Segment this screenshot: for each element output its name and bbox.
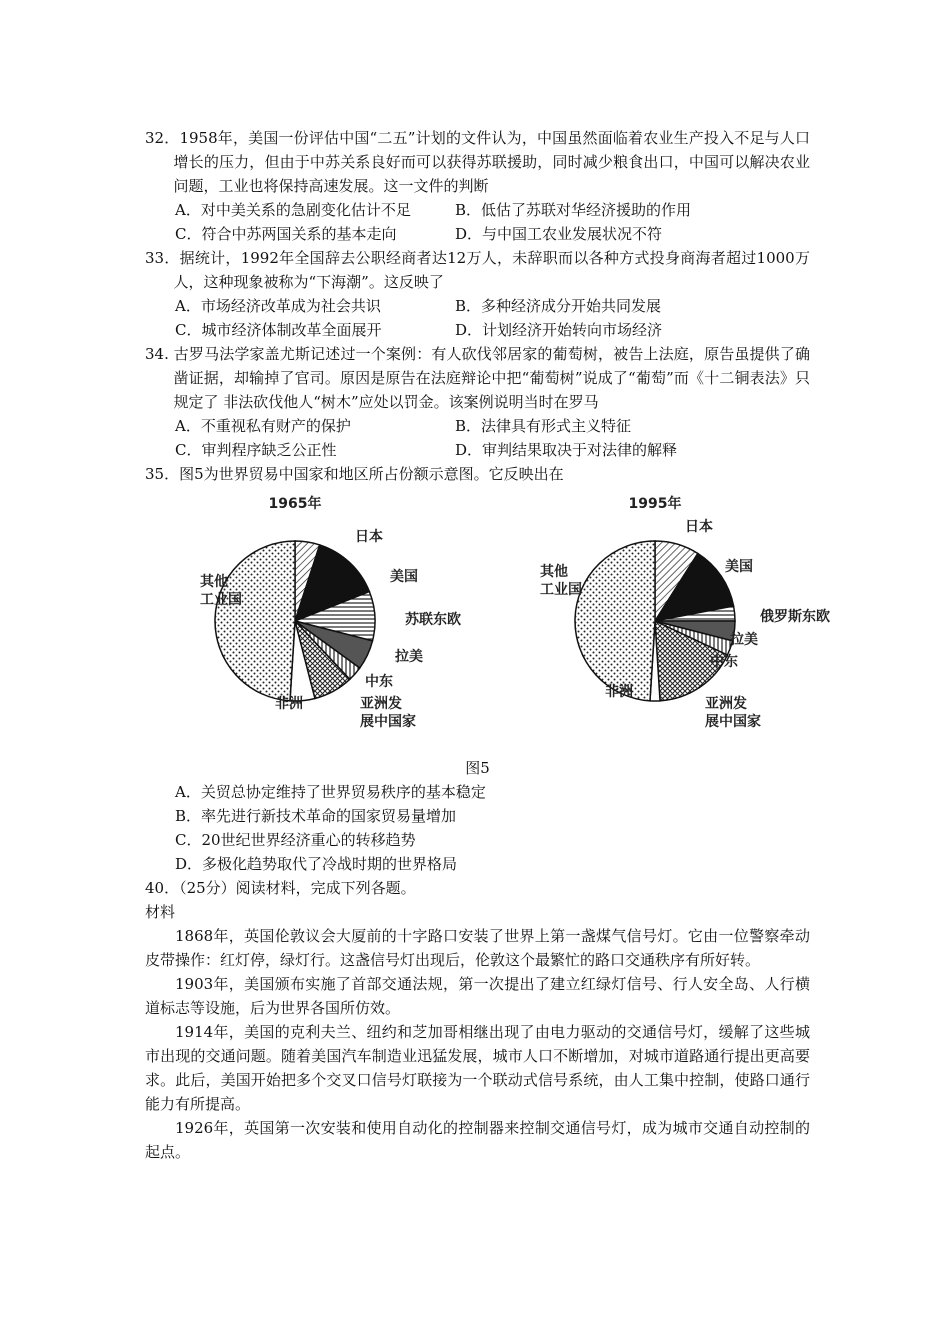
q34-option-c: C．审判程序缺乏公正性 xyxy=(175,441,337,459)
q32-row-1 xyxy=(175,198,810,222)
q34-option-d: D．审判结果取决于对法律的解释 xyxy=(455,441,678,459)
pie-slice-label: 日本 xyxy=(355,529,383,545)
q33-options xyxy=(145,294,810,342)
material-paragraph: 1914年，美国的克利夫兰、纽约和芝加哥相继出现了由电力驱动的交通信号灯，缓解了这些城市出现的交通问题。随着美国汽车制造业迅猛发展，城市人口不断增加，对城市道路通行提出更高要求。此后，美国开始把多个交叉口信号灯联接为一个联动式信号系统，由人工集中控制，使路口通行能力有所提高。 xyxy=(145,1023,810,1113)
figure-5 xyxy=(145,486,830,756)
pie-slice-label: 非洲 xyxy=(605,684,633,700)
q32-option-d: D．与中国工农业发展状况不符 xyxy=(455,225,663,243)
q33-option-a: A．市场经济改革成为社会共识 xyxy=(175,297,381,315)
q33-option-c: C．城市经济体制改革全面展开 xyxy=(175,321,382,339)
pie-slice xyxy=(215,541,295,701)
q35-option-a: A．关贸总协定维持了世界贸易秩序的基本稳定 xyxy=(175,783,486,801)
q32-options xyxy=(145,198,810,246)
q32-stem: 32．1958年，美国一份评估中国“二五”计划的文件认为，中国虽然面临着农业生产投入不足与人口增长的压力，但由于中苏关系良好而可以获得苏联援助，同时减少粮食出口，中国可以解决农业问题，工业也将保持高速发展。这一文件的判断 xyxy=(145,129,810,195)
q34-option-a: A．不重视私有财产的保护 xyxy=(175,417,351,435)
pie-1995 xyxy=(540,495,830,730)
pie-slice-label: 俄罗斯东欧 xyxy=(760,609,830,625)
pie-charts xyxy=(145,486,830,756)
pie-title: 1995年 xyxy=(628,496,682,512)
q34-options xyxy=(145,414,810,462)
q34-row-1 xyxy=(175,414,810,438)
figure-caption: 图5 xyxy=(465,759,490,777)
pie-slice-label: 其他工业国 xyxy=(200,574,242,608)
q32-row-2 xyxy=(175,222,810,246)
pie-slice-label: 美国 xyxy=(390,569,418,585)
pie-slice xyxy=(575,541,655,701)
q33-option-d: D．计划经济开始转向市场经济 xyxy=(455,321,663,339)
exam-page xyxy=(145,126,830,1164)
q33-row-2 xyxy=(175,318,810,342)
pie-slice-label: 中东 xyxy=(710,654,738,670)
pie-slice-label: 拉美 xyxy=(730,632,758,648)
q40-stem: 40．（25分）阅读材料，完成下列各题。 xyxy=(145,879,416,897)
material-label: 材料 xyxy=(145,903,176,921)
q34-row-2 xyxy=(175,438,810,462)
q35-option-d: D．多极化趋势取代了冷战时期的世界格局 xyxy=(175,855,458,873)
q35-stem: 35．图5为世界贸易中国家和地区所占份额示意图。它反映出在 xyxy=(145,465,564,483)
material-paragraph: 1868年，英国伦敦议会大厦前的十字路口安装了世界上第一盏煤气信号灯。它由一位警察牵动皮带操作：红灯停，绿灯行。这盏信号灯出现后，伦敦这个最繁忙的路口交通秩序有所好转。 xyxy=(145,927,810,969)
pie-title: 1965年 xyxy=(268,496,322,512)
q33-row-1 xyxy=(175,294,810,318)
material-paragraph: 1903年，美国颁布实施了首部交通法规，第一次提出了建立红绿灯信号、行人安全岛、人行横道标志等设施，后为世界各国所仿效。 xyxy=(145,975,810,1017)
pie-1965 xyxy=(200,495,461,730)
q35-options xyxy=(145,780,810,876)
q33-option-b: B．多种经济成分开始共同发展 xyxy=(455,297,662,315)
pie-slice-label: 苏联东欧 xyxy=(405,612,461,628)
q34-option-b: B．法律具有形式主义特征 xyxy=(455,417,632,435)
pie-slice-label: 中东 xyxy=(365,674,393,690)
q32-option-a: A．对中美关系的急剧变化估计不足 xyxy=(175,201,411,219)
q34-stem: 34. 古罗马法学家盖尤斯记述过一个案例：有人砍伐邻居家的葡萄树，被告上法庭，原告虽提供了确凿证据，却输掉了官司。原因是原告在法庭辩论中把“葡萄树”说成了“葡萄”而《十二铜表法》只规定了 非法砍伐他人“树木”应处以罚金。该案例说明当时在罗马 xyxy=(145,345,810,411)
pie-slice-label: 美国 xyxy=(725,559,753,575)
q35-option-b: B．率先进行新技术革命的国家贸易量增加 xyxy=(175,807,457,825)
material-paragraph: 1926年，英国第一次安装和使用自动化的控制器来控制交通信号灯，成为城市交通自动控制的起点。 xyxy=(145,1119,810,1161)
pie-slice-label: 日本 xyxy=(685,519,713,535)
q32-option-c: C．符合中苏两国关系的基本走向 xyxy=(175,225,397,243)
q32-option-b: B．低估了苏联对华经济援助的作用 xyxy=(455,201,692,219)
pie-slice-label: 拉美 xyxy=(395,649,423,665)
q35-option-c: C．20世纪世界经济重心的转移趋势 xyxy=(175,831,416,849)
pie-slice-label: 非洲 xyxy=(275,696,303,712)
q33-stem: 33．据统计，1992年全国辞去公职经商者达12万人，未辞职而以各种方式投身商海者超过1000万人，这种现象被称为“下海潮”。这反映了 xyxy=(145,249,810,291)
pie-slice-label: 亚洲发展中国家 xyxy=(360,696,416,730)
pie-slice-label: 其他工业国 xyxy=(540,564,582,598)
pie-slice-label: 亚洲发展中国家 xyxy=(705,696,761,730)
